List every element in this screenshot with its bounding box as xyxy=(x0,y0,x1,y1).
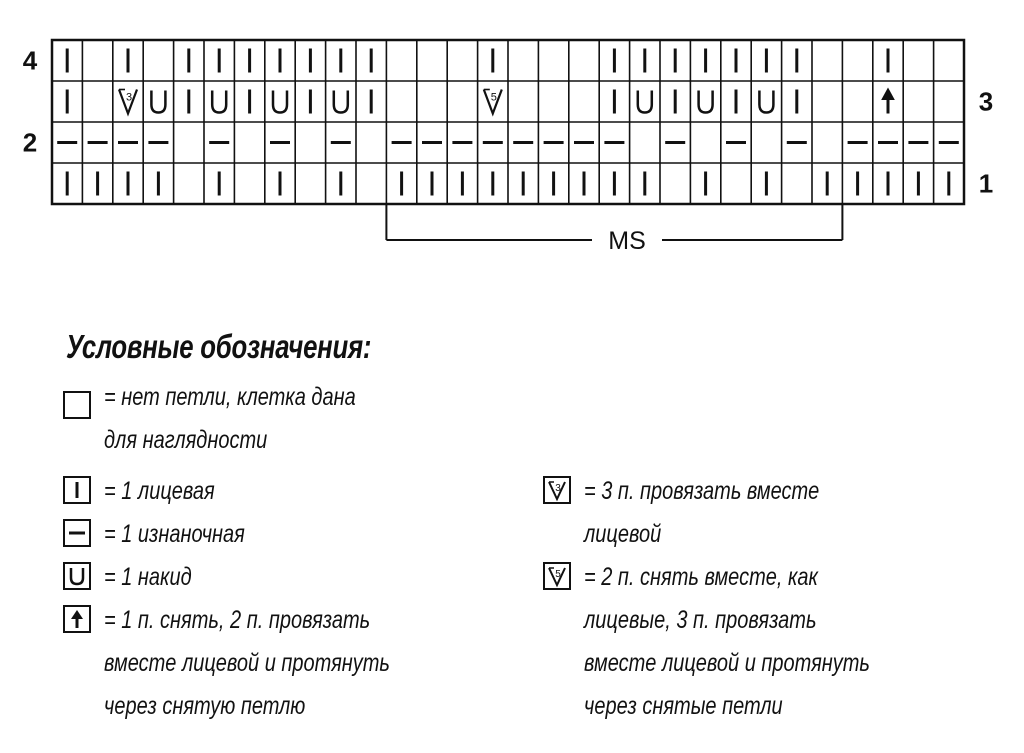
arrow-head xyxy=(882,89,894,100)
slip-2-knit-3-pass-icon xyxy=(543,562,571,590)
legend-text: лицевые, 3 п. провязать xyxy=(584,606,817,634)
decrease-number: 3 xyxy=(125,91,133,104)
legend-text: через снятые петли xyxy=(584,692,783,720)
legend-text: лицевой xyxy=(584,520,662,548)
legend-text: = 2 п. снять вместе, как xyxy=(584,563,818,591)
row-number-2: 2 xyxy=(22,127,38,158)
legend-text: для наглядности xyxy=(104,426,268,454)
yarn-over xyxy=(151,91,165,113)
legend-text: = 1 накид xyxy=(104,563,192,591)
knitting-chart xyxy=(0,0,1024,300)
row-number-1: 1 xyxy=(978,168,994,199)
yarn-over xyxy=(699,91,713,113)
legend-text: через снятую петлю xyxy=(104,692,306,720)
legend-text: = нет петли, клетка дана xyxy=(104,383,356,411)
yarn-over xyxy=(638,91,652,113)
row-number-3: 3 xyxy=(978,86,994,117)
legend-text: вместе лицевой и протянуть xyxy=(584,649,870,677)
knit-stitch-icon xyxy=(63,476,91,504)
knit-3-together-icon xyxy=(543,476,571,504)
svg-text:5: 5 xyxy=(555,569,561,580)
svg-text:3: 3 xyxy=(555,483,561,494)
yarn-over-icon xyxy=(63,562,91,590)
legend-text: = 1 изнаночная xyxy=(104,520,245,548)
yarn-over xyxy=(759,91,773,113)
legend-text: = 3 п. провязать вместе xyxy=(584,477,820,505)
legend-text: вместе лицевой и протянуть xyxy=(104,649,390,677)
yarn-over xyxy=(212,91,226,113)
legend-title: Условные обозначения: xyxy=(66,328,372,365)
slip-pass-arrow-icon xyxy=(63,605,91,633)
purl-stitch-icon xyxy=(63,519,91,547)
yarn-over xyxy=(273,91,287,113)
legend-text: = 1 лицевая xyxy=(104,477,215,505)
decrease-number: 5 xyxy=(490,91,497,104)
legend-text: = 1 п. снять, 2 п. провязать xyxy=(104,606,371,634)
empty-cell-icon xyxy=(63,391,91,419)
yarn-over xyxy=(334,91,348,113)
repeat-label: MS xyxy=(608,227,646,255)
row-number-4: 4 xyxy=(22,45,38,76)
